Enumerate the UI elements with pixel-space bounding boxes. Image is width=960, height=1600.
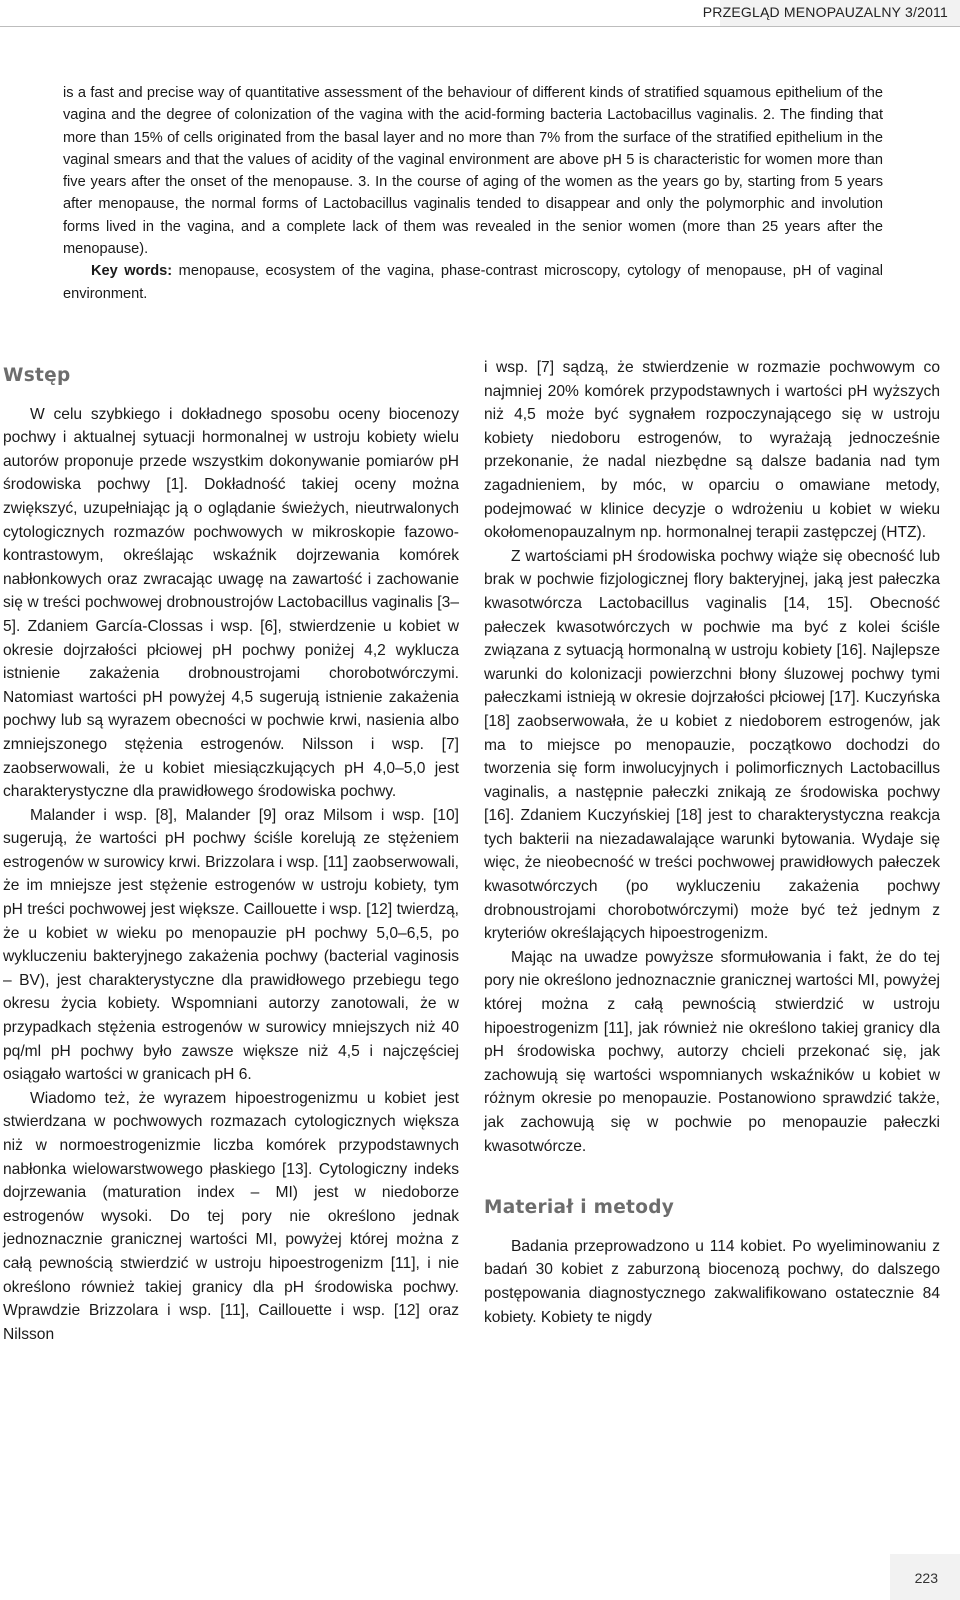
keywords	[63, 260, 883, 305]
section-heading-intro: Wstęp	[3, 365, 71, 386]
section-heading-methods: Materiał i metody	[484, 1197, 675, 1219]
abstract-paragraph: is a fast and precise way of quantitative assessment of the behaviour of different kinds of stratified squamous epithelium of the vagina and the degree of colonization of the vagina with the acid-forming bacteria Lactobacillus vaginalis. 2. The finding that more than 15% of cells originated from the basal layer and no more than 7% from the surface of the stratified epithelium in the vaginal smears and that the values of acidity of the vaginal environment are above pH 5 is characteristic for women more than five years after the onset of the menopause. 3. In the course of aging of the women as the years go by, starting from 5 years after menopause, the normal forms of Lactobacillus vaginalis tended to disappear and only the polymorphic and involution forms lived in the vagina, and a complete lack of them was revealed in the senior women (more than 25 years after the menopause).	[63, 85, 883, 258]
body-paragraph: Malander i wsp. [8], Malander [9] oraz Milsom i wsp. [10] sugerują, że wartości pH pochwy ściśle korelują ze stężeniem estrogenów w surowicy krwi. Brizzolara i wsp. [11] zaobserwowali, że im mniejsze jest stężenie estrogenów w ustroju kobiety, tym pH treści pochwowej jest większe. Caillouette i wsp. [12] twierdzą, że u kobiet w wieku po menopauzie pH pochwy 5,0–6,5, po wykluczeniu bakteryjnego zakażenia pochwy (bacterial vaginosis – BV), jest charakterystyczne dla prawidłowego przebiegu tego okresu życia kobiety. Wspomniani autorzy zanotowali, że w przypadkach stężenia estrogenów w surowicy mniejszych niż 40 pq/ml pH pochwy było zawsze większe niż 4,5 i najczęściej osiągało wartości w granicach pH 6.	[3, 806, 459, 1084]
body-paragraph: W celu szybkiego i dokładnego sposobu oceny biocenozy pochwy i aktualnej sytuacji hormonalnej w ustroju kobiety wielu autorów proponuje przede wszystkim dokonywanie pomiarów pH środowiska pochwy [1]. Dokładność takiej oceny można zwiększyć, uzupełniając ją o oglądanie świeżych, nieutrwalonych cytologicznych rozmazów pochwowych w mikroskopie fazowo-kontrastowym, określając wskaźnik dojrzewania komórek nabłonkowych oraz zwracając uwagę na zawartość i zachowanie się w treści pochwowej drobnoustrojów Lactobacillus vaginalis [3–5]. Zdaniem García-Clossas i wsp. [6], stwierdzenie u kobiet w okresie dojrzałości płciowej pH pochwy poniżej 4,2 wyklucza istnienie zakażenia drobnoustrojami chorobotwórczymi. Natomiast wartości pH powyżej 4,5 sugerują istnienie zakażenia pochwy lub są wyrazem obecności w pochwie krwi, nasienia albo zmniejszonego stężenia estrogenów. Nilsson i wsp. [7] zaobserwowali, że u kobiet miesiączkujących pH 4,0–5,0 jest charakterystyczne dla prawidłowego środowiska pochwy.	[3, 405, 459, 801]
running-head: PRZEGLĄD MENOPAUZALNY 3/2011	[702, 4, 948, 20]
right-column	[484, 356, 940, 1329]
page-number: 223	[914, 1570, 938, 1586]
keywords-text: menopause, ecosystem of the vagina, phase-contrast microscopy, cytology of menopause, pH of vaginal environment.	[63, 263, 883, 302]
header-rule	[0, 26, 960, 27]
body-paragraph: i wsp. [7] sądzą, że stwierdzenie w rozmazie pochwowym co najmniej 20% komórek przypodstawnych i wartości pH wyższych niż 4,5 może być sygnałem rozpoczynającego się w ustroju kobiety niedoboru estrogenów, to wyrażają jednocześnie przekonanie, że nadal niezbędne są dalsze badania nad tym zagadnieniem, by móc, w oparciu o omawiane metody, podejmować w klinice decyzje o wdrożeniu u kobiet w wieku okołomenopauzalnym np. hormonalnej terapii zastępczej (HTZ).	[484, 359, 940, 542]
body-paragraph: Wiadomo też, że wyrazem hipoestrogenizmu u kobiet jest stwierdzana w pochwowych rozmazach cytologicznych większa niż w normoestrogenizmie liczba komórek przypodstawnych nabłonka wielowarstwowego płaskiego [13]. Cytologiczny indeks dojrzewania (maturation index – MI) jest w niedoborze estrogenów wysoki. Do tej pory nie określono jednak jednoznacznie granicznej wartości MI, powyżej której można z całą pewnością stwierdzić w ustroju hipoestrogenizm [11], i nie określono również takiej granicy dla pH środowiska pochwy. Wprawdzie Brizzolara i wsp. [11], Caillouette i wsp. [12] oraz Nilsson	[3, 1089, 459, 1343]
body-paragraph: Z wartościami pH środowiska pochwy wiąże się obecność lub brak w pochwie fizjologicznej flory bakteryjnej, jaką jest pałeczka kwasotwórcza Lactobacillus vaginalis [14, 15]. Obecność pałeczek kwasotwórczych w pochwie ma być z kolei ściśle związana z sytuacją hormonalną w ustroju kobiety [16]. Najlepsze warunki do kolonizacji powierzchni błony śluzowej pochwy tymi pałeczkami istnieją w okresie dojrzałości płciowej [17]. Kuczyńska [18] zaobserwowała, że u kobiet z niedoborem estrogenów, jak ma to miejsce po menopauzie, początkowo dochodzi do tworzenia się form inwolucyjnych i polimorficznych Lactobacillus vaginalis, a następnie pałeczki znikają ze środowiska pochwy [16]. Zdaniem Kuczyńskiej [18] jest to charakterystyczna reakcja tych bakterii na niezadawalające warunki bytowania. Wydaje się więc, że nieobecność w treści pochwowej prawidłowych pałeczek kwasotwórczych (po wykluczeniu zakażenia pochwy drobnoustrojami chorobotwórczymi) może być też jednym z kryteriów określających hipoestrogenizm.	[484, 547, 940, 943]
body-paragraph: Badania przeprowadzono u 114 kobiet. Po wyeliminowaniu z badań 30 kobiet z zaburzoną biocenozą pochwy, do dalszego postępowania diagnostycznego zakwalifikowano ostatecznie 84 kobiety. Kobiety te nigdy	[484, 1237, 940, 1326]
body-paragraph: Mając na uwadze powyższe sformułowania i fakt, że do tej pory nie określono jednoznacznie granicznej wartości MI, powyżej której można z całą pewnością stwierdzić w ustroju hipoestrogenizm [11], jak również nie określono takiej granicy dla pH środowiska pochwy, autorzy chcieli przekonać się, jak zachowują się wartości wspomnianych wskaźników u kobiet w różnym okresie po menopauzie. Postanowiono sprawdzić także, jak zachowują się w pochwie po menopauzie pałeczki kwasotwórcze.	[484, 948, 940, 1155]
abstract	[63, 82, 883, 305]
keywords-label: Key words:	[91, 263, 173, 280]
left-column	[3, 356, 459, 1346]
